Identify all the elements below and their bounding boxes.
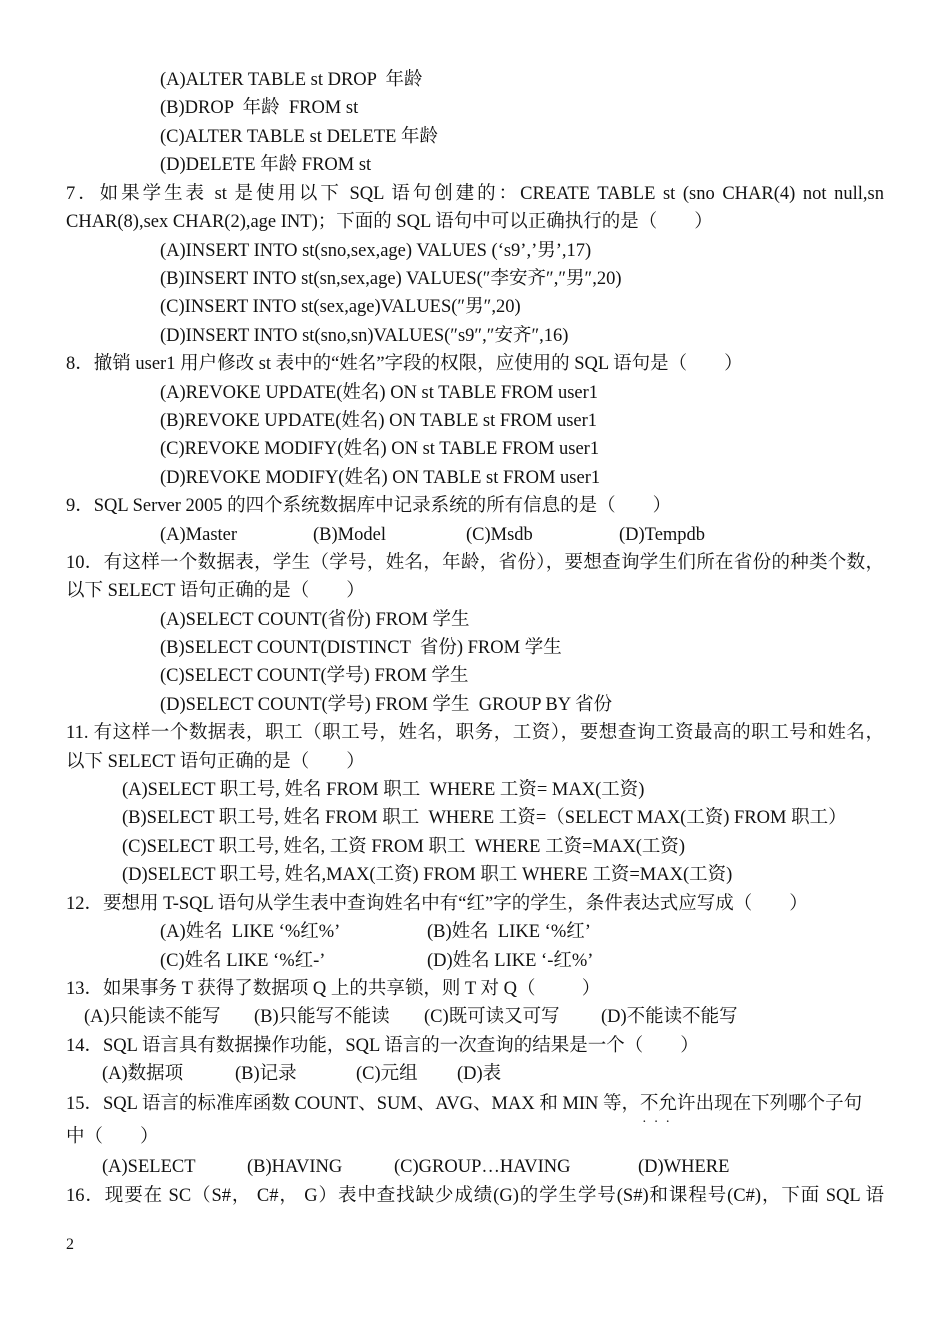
q10-stem-line1: 10．有这样一个数据表，学生（学号，姓名，年龄，省份），要想查询学生们所在省份的种类个数， (66, 553, 884, 573)
q10-stem-line2: 以下 SELECT 语句正确的是（ ） (66, 581, 365, 601)
q14-option-d: (D)表 (457, 1064, 502, 1084)
q15-stem-line2: 中（ ） (66, 1127, 159, 1147)
q8-option-b: (B)REVOKE UPDATE(姓名) ON TABLE st FROM user1 (160, 411, 598, 431)
q6-option-d: (D)DELETE 年龄 FROM st (160, 155, 372, 175)
q13-option-b: (B)只能写不能读 (254, 1007, 390, 1027)
page-number: 2 (66, 1236, 74, 1253)
q11-option-a: (A)SELECT 职工号, 姓名 FROM 职工 WHERE 工资= MAX(工资) (122, 780, 645, 800)
q11-stem-line1: 11. 有这样一个数据表，职工（职工号，姓名，职务，工资），要想查询工资最高的职工号和姓名， (66, 723, 884, 743)
q6-option-a: (A)ALTER TABLE st DROP 年龄 (160, 70, 423, 90)
q7-option-b: (B)INSERT INTO st(sn,sex,age) VALUES(″李安齐″,″男″,20) (160, 269, 622, 289)
q10-option-d: (D)SELECT COUNT(学号) FROM 学生 GROUP BY 省份 (160, 695, 613, 715)
q14-option-c: (C)元组 (356, 1064, 418, 1084)
q11-option-b: (B)SELECT 职工号, 姓名 FROM 职工 WHERE 工资=（SELECT MAX(工资) FROM 职工） (122, 808, 847, 828)
q7-option-a: (A)INSERT INTO st(sno,sex,age) VALUES (‘s9’,’男’,17) (160, 241, 592, 261)
q14-stem: 14．SQL 语言具有数据操作功能，SQL 语言的一次查询的结果是一个（ ） (66, 1036, 699, 1056)
q14-option-b: (B)记录 (235, 1064, 297, 1084)
q12-stem: 12．要想用 T-SQL 语句从学生表中查询姓名中有“红”字的学生，条件表达式应写成（ ） (66, 894, 808, 914)
q9-option-d: (D)Tempdb (619, 525, 706, 545)
q7-stem-line2: CHAR(8),sex CHAR(2),age INT)；下面的 SQL 语句中可以正确执行的是（ ） (66, 212, 713, 232)
q12-option-d: (D)姓名 LIKE ‘-红%’ (427, 951, 594, 971)
q10-option-a: (A)SELECT COUNT(省份) FROM 学生 (160, 610, 470, 630)
q15-option-c: (C)GROUP…HAVING (394, 1157, 571, 1177)
q12-option-b: (B)姓名 LIKE ‘%红’ (427, 922, 591, 942)
q7-option-c: (C)INSERT INTO st(sex,age)VALUES(″男″,20) (160, 297, 521, 317)
q9-option-c: (C)Msdb (466, 525, 533, 545)
q15-stem-part1: 15．SQL 语言的标准库函数 COUNT、SUM、AVG、MAX 和 MIN 等， (66, 1094, 641, 1114)
q13-option-a: (A)只能读不能写 (84, 1007, 221, 1027)
q15-option-a: (A)SELECT (102, 1157, 196, 1177)
q13-option-d: (D)不能读不能写 (601, 1007, 738, 1027)
q16-stem-line1: 16．现要在 SC（S#， C#， G）表中查找缺少成绩(G)的学生学号(S#)和课程号(C#)，下面 SQL 语 (66, 1186, 884, 1206)
q15-stem-line1 (66, 1092, 862, 1116)
q12-option-c: (C)姓名 LIKE ‘%红-’ (160, 951, 326, 971)
q8-option-a: (A)REVOKE UPDATE(姓名) ON st TABLE FROM user1 (160, 383, 599, 403)
q10-option-b: (B)SELECT COUNT(DISTINCT 省份) FROM 学生 (160, 638, 562, 658)
q6-option-c: (C)ALTER TABLE st DELETE 年龄 (160, 127, 439, 147)
q7-option-d: (D)INSERT INTO st(sno,sn)VALUES(″s9″,″安齐″,16) (160, 326, 569, 346)
q9-option-a: (A)Master (160, 525, 238, 545)
q8-stem: 8．撤销 user1 用户修改 st 表中的“姓名”字段的权限，应使用的 SQL 语句是（ ） (66, 354, 743, 374)
q8-option-c: (C)REVOKE MODIFY(姓名) ON st TABLE FROM user1 (160, 439, 600, 459)
q11-option-c: (C)SELECT 职工号, 姓名, 工资 FROM 职工 WHERE 工资=MAX(工资) (122, 837, 686, 857)
q7-stem-line1: 7．如果学生表 st 是使用以下 SQL 语句创建的：CREATE TABLE st (sno CHAR(4) not null,sn (66, 184, 884, 204)
q6-option-b: (B)DROP 年龄 FROM st (160, 98, 359, 118)
q15-stem-part2: 出现在下列哪个子句 (695, 1094, 863, 1114)
q14-option-a: (A)数据项 (102, 1064, 184, 1084)
q10-option-c: (C)SELECT COUNT(学号) FROM 学生 (160, 666, 469, 686)
q9-option-b: (B)Model (313, 525, 386, 545)
q15-option-d: (D)WHERE (638, 1157, 730, 1177)
q9-stem: 9．SQL Server 2005 的四个系统数据库中记录系统的所有信息的是（ ） (66, 496, 672, 516)
q11-stem-line2: 以下 SELECT 语句正确的是（ ） (66, 752, 365, 772)
q12-option-a: (A)姓名 LIKE ‘%红%’ (160, 922, 341, 942)
q11-option-d: (D)SELECT 职工号, 姓名,MAX(工资) FROM 职工 WHERE 工资=MAX(工资) (122, 865, 733, 885)
q15-option-b: (B)HAVING (247, 1157, 343, 1177)
q8-option-d: (D)REVOKE MODIFY(姓名) ON TABLE st FROM user1 (160, 468, 601, 488)
q15-emphasis: 不允许 · · · (640, 1094, 696, 1114)
q13-stem: 13．如果事务 T 获得了数据项 Q 上的共享锁，则 T 对 Q（ ） (66, 979, 601, 999)
q13-option-c: (C)既可读又可写 (424, 1007, 560, 1027)
